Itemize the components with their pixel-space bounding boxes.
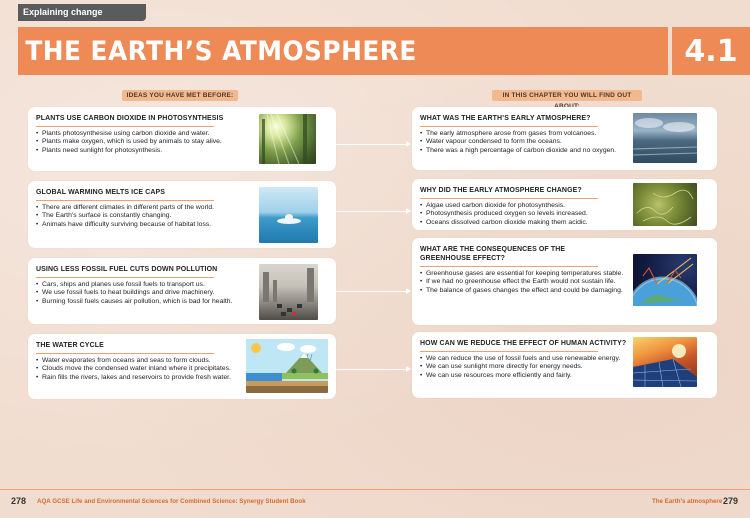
list-item: • We can use resources more efficiently and fairly. — [420, 372, 625, 380]
card-title: GLOBAL WARMING MELTS ICE CAPS — [36, 189, 166, 196]
list-item: • There are different climates in different parts of the world. — [36, 204, 336, 212]
card-reduce-human-activity — [412, 332, 717, 398]
connector-arrow — [336, 211, 410, 212]
title-bar — [18, 27, 668, 75]
divider — [36, 277, 214, 278]
list-item: • Plants need sunlight for photosynthesis. — [36, 147, 336, 155]
chapter-number: 4.1 — [672, 27, 750, 75]
card-water-cycle — [28, 334, 336, 399]
list-item: • Plants photosynthesise using carbon dioxide and water. — [36, 130, 336, 138]
sunlit-forest-photo — [259, 114, 316, 164]
divider — [36, 353, 214, 354]
card-title: WHAT WAS THE EARTH’S EARLY ATMOSPHERE? — [420, 115, 591, 122]
card-greenhouse-effect — [412, 238, 717, 325]
page-title: THE EARTH’S ATMOSPHERE — [25, 35, 417, 67]
list-item: • We use fossil fuels to heat buildings and drive machinery. — [36, 289, 336, 297]
list-item: • We can use sunlight more directly for energy needs. — [420, 363, 625, 371]
card-atmosphere-change — [412, 179, 717, 230]
list-item: • Water vapour condensed to form the oceans. — [420, 138, 625, 146]
card-title: PLANTS USE CARBON DIOXIDE IN PHOTOSYNTHESIS — [36, 115, 224, 122]
right-heading: IN THIS CHAPTER YOU WILL FIND OUT — [492, 90, 642, 101]
greenhouse-effect-diagram — [633, 254, 697, 306]
list-item: • Algae used carbon dioxide for photosynthesis. — [420, 202, 625, 210]
list-item: • If we had no greenhouse effect the Earth would not sustain life. — [420, 278, 625, 286]
divider — [420, 266, 598, 267]
divider — [420, 126, 598, 127]
bullet-list — [420, 202, 625, 227]
chapter-running-head: The Earth’s atmosphere — [652, 498, 723, 505]
list-item: • We can reduce the use of fossil fuels and use renewable energy. — [420, 355, 625, 363]
card-ice-caps — [28, 181, 336, 248]
list-item: • Greenhouse gases are essential for keeping temperatures stable. — [420, 270, 625, 278]
algae-photo — [633, 183, 697, 226]
divider — [420, 198, 598, 199]
list-item: • Oceans dissolved carbon dioxide making them acidic. — [420, 219, 625, 227]
list-item: • Water evaporates from oceans and seas to form clouds. — [36, 357, 336, 365]
bullet-list — [420, 355, 625, 380]
card-title: THE WATER CYCLE — [36, 342, 104, 349]
card-title: USING LESS FOSSIL FUEL CUTS DOWN POLLUTION — [36, 266, 218, 273]
polar-bear-on-ice-photo — [259, 187, 318, 243]
footer-divider — [0, 489, 750, 490]
bullet-list — [420, 270, 625, 295]
right-page-number: 279 — [723, 496, 739, 506]
divider — [36, 126, 214, 127]
card-fossil-fuel — [28, 258, 336, 324]
left-page-number: 278 — [11, 496, 27, 506]
list-item: • Burning fossil fuels causes air pollution, which is bad for health. — [36, 298, 336, 306]
list-item: • Animals have difficulty surviving because of habitat loss. — [36, 221, 336, 229]
solar-panels-photo — [633, 337, 697, 387]
list-item: • Plants make oxygen, which is used by animals to stay alive. — [36, 138, 336, 146]
divider — [420, 351, 598, 352]
card-photosynthesis — [28, 107, 336, 171]
smoggy-traffic-photo — [259, 264, 318, 320]
divider — [36, 200, 214, 201]
card-title: HOW CAN WE REDUCE THE EFFECT OF HUMAN ACTIVITY? — [420, 340, 627, 347]
list-item: • Rain fills the rivers, lakes and reservoirs to provide fresh water. — [36, 374, 336, 382]
connector-arrow — [336, 144, 410, 145]
list-item: • Photosynthesis produced oxygen so levels increased. — [420, 210, 625, 218]
list-item: • The balance of gases changes the effect and could be damaging. — [420, 287, 625, 295]
water-cycle-diagram — [246, 339, 328, 393]
stormy-sea-photo — [633, 113, 697, 163]
list-item: • Cars, ships and planes use fossil fuels to transport us. — [36, 281, 336, 289]
connector-arrow — [336, 369, 410, 370]
list-item: • The Earth’s surface is constantly changing. — [36, 212, 336, 220]
connector-arrow — [336, 291, 410, 292]
card-title: WHY DID THE EARLY ATMOSPHERE CHANGE? — [420, 187, 582, 194]
card-early-atmosphere — [412, 107, 717, 170]
book-title: AQA GCSE Life and Environmental Sciences for Combined Science: Synergy Student Book — [37, 498, 306, 505]
bullet-list — [420, 130, 625, 155]
left-heading: IDEAS YOU HAVE MET BEFORE: — [122, 90, 238, 101]
card-title: WHAT ARE THE CONSEQUENCES OF THE GREENHOUSE EFFECT? — [420, 246, 566, 262]
list-item: • There was a high percentage of carbon dioxide and no oxygen. — [420, 147, 625, 155]
list-item: • The early atmosphere arose from gases from volcanoes. — [420, 130, 625, 138]
list-item: • Clouds move the condensed water inland where it precipitates. — [36, 365, 336, 373]
section-tab: Explaining change — [18, 4, 146, 21]
